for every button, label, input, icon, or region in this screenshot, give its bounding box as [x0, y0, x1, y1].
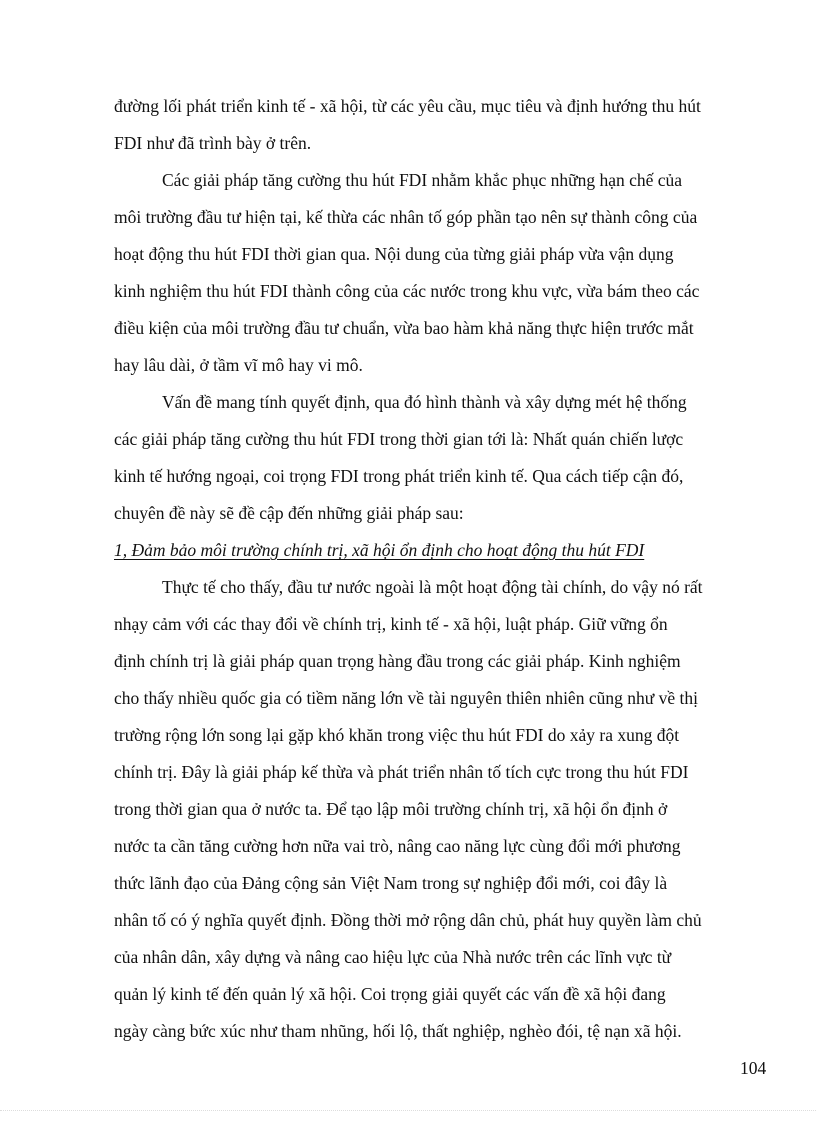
paragraph-continuation: đường lối phát triển kinh tế - xã hội, từ các yêu cầu, mục tiêu và định hướng thu hút FDI như đã trình bày ở trên.	[114, 96, 701, 153]
section-heading: 1, Đảm bảo môi trường chính trị, xã hội ổn định cho hoạt động thu hút FDI	[114, 540, 645, 560]
paragraph-decisive-issue: Vấn đề mang tính quyết định, qua đó hình thành và xây dựng mét hệ thống các giải pháp tăng cường thu hút FDI trong thời gian tới là: Nhất quán chiến lược kinh tế hướng ngoại, coi trọng FDI trong phát triển kinh tế. Qua cách tiếp cận đó, chuyên đề này sẽ đề cập đến những giải pháp sau:	[114, 392, 687, 523]
paragraph-political-stability: Thực tế cho thấy, đầu tư nước ngoài là một hoạt động tài chính, do vậy nó rất nhạy cảm với các thay đổi về chính trị, kinh tế - xã hội, luật pháp. Giữ vững ổn định chính trị là giải pháp quan trọng hàng đầu trong các giải pháp. Kinh nghiệm cho thấy nhiều quốc gia có tiềm năng lớn về tài nguyên thiên nhiên cũng như về thị trường rộng lớn song lại gặp khó khăn trong việc thu hút FDI do xảy ra xung đột chính trị. Đây là giải pháp kế thừa và phát triển nhân tố tích cực trong thu hút FDI trong thời gian qua ở nước ta. Để tạo lập môi trường chính trị, xã hội ổn định ở nước ta cần tăng cường hơn nữa vai trò, nâng cao năng lực cùng đổi mới phương thức lãnh đạo của Đảng cộng sản Việt Nam trong sự nghiệp đổi mới, coi đây là nhân tố có ý nghĩa quyết định. Đồng thời mở rộng dân chủ, phát huy quyền làm chủ của nhân dân, xây dựng và nâng cao hiệu lực của Nhà nước trên các lĩnh vực từ quản lý kinh tế đến quản lý xã hội. Coi trọng giải quyết các vấn đề xã hội đang ngày càng bức xúc như tham nhũng, hối lộ, thất nghiệp, nghèo đói, tệ nạn xã hội.	[114, 577, 703, 1041]
paragraph-solutions-intro: Các giải pháp tăng cường thu hút FDI nhằm khắc phục những hạn chế của môi trường đầu tư hiện tại, kế thừa các nhân tố góp phần tạo nên sự thành công của hoạt động thu hút FDI thời gian qua. Nội dung của từng giải pháp vừa vận dụng kinh nghiệm thu hút FDI thành công của các nước trong khu vực, vừa bám theo các điều kiện của môi trường đầu tư chuẩn, vừa bao hàm khả năng thực hiện trước mắt hay lâu dài, ở tầm vĩ mô hay vi mô.	[114, 170, 700, 375]
page-bottom-divider	[0, 1110, 816, 1111]
document-body	[114, 88, 770, 1050]
page-number: 104	[740, 1058, 767, 1078]
